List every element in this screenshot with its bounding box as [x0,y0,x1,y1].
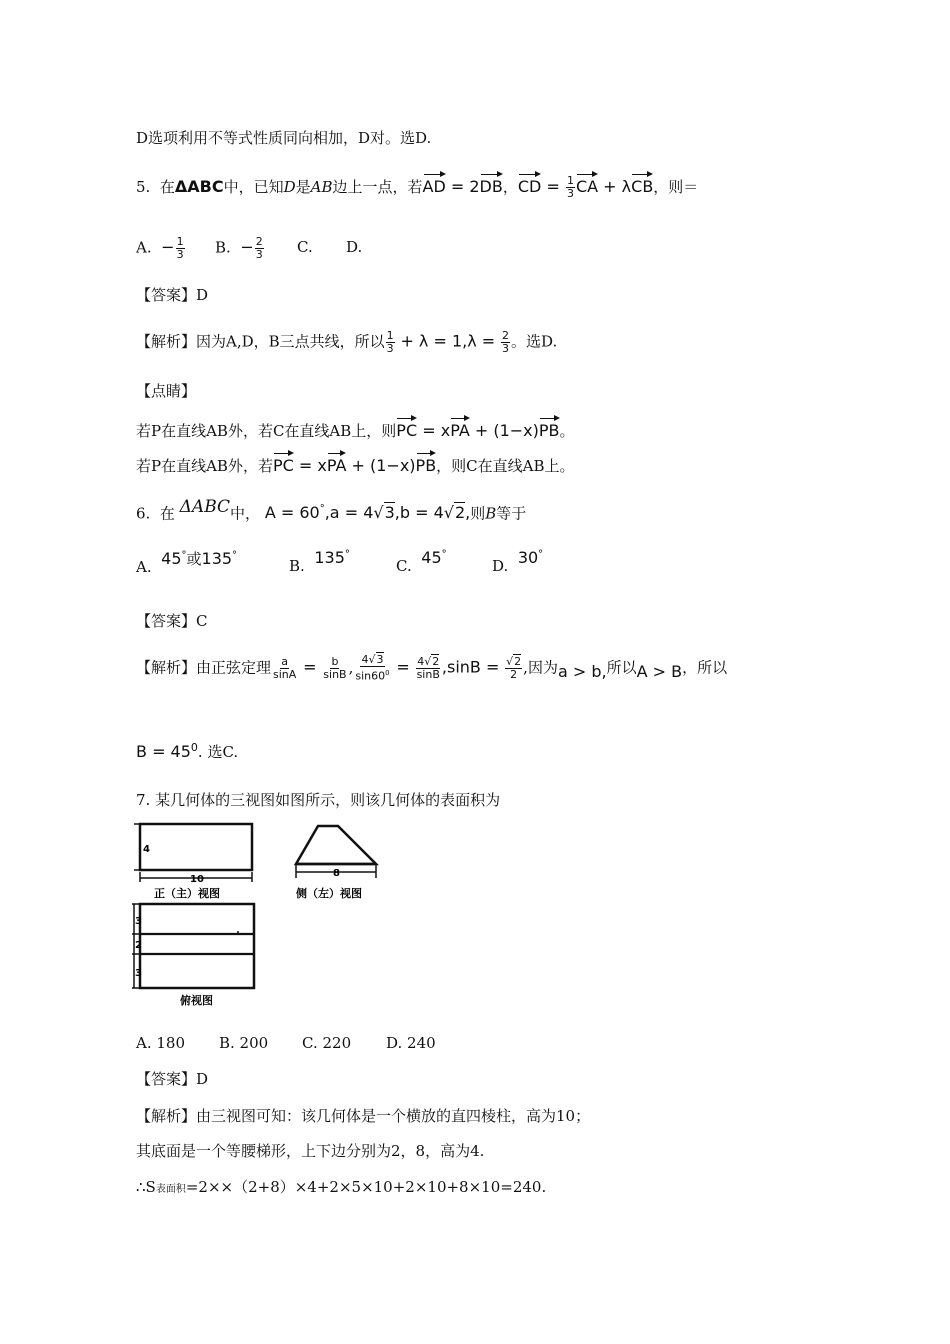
three-view-figure [132,818,394,1008]
side-view-trapezoid [296,826,376,864]
vector-CD: CD [518,173,542,197]
front-width-label: 10 [190,874,204,885]
q7-answer: 【答案】D [136,1070,209,1088]
q7-option-a: A. 180 [136,1034,185,1052]
vector-AD: AD [423,173,446,197]
q6-analysis: 【解析】由正弦定理 $\frac{a}{\sin A}$ = $\frac{b}{\sin B}$ , $\frac{4√3}{\sin 60^0}$ = $\frac{4√2}{\sin B}$ ,sinB = $\frac{√2}{2}$ ,因为a > b,所以A > B，所以 [136,653,728,683]
q7-option-c: C. 220 [302,1034,352,1052]
q5-dianjing-line1: 若P在直线AB外，若C在直线AB上，则PC = xPA + (1−x)PB。 [136,417,575,441]
q6-result: $B = 45^0$. 选C. [136,741,239,761]
q6-stem: 6. 在 ΔABC中， A = 60°,a = 4√3,b = 4√2,则B等于 [136,497,527,523]
q5-dianjing-heading: 【点睛】 [136,382,197,400]
q7-option-d: D. 240 [386,1034,436,1052]
q5-stem: 5. 在ΔABC中，已知D是AB边上一点，若AD = 2DB，CD = $\frac{1}{3}$ CA + λCB，则＝ [136,174,699,200]
q5-option-c: C. [297,238,313,256]
q7-stem: 7. 某几何体的三视图如图所示，则该几何体的表面积为 [136,791,501,809]
q6-option-d: D. 30° [492,548,544,575]
fraction-one-third: $\frac{1}{3}$ [566,174,574,200]
q5-option-d: D. [346,238,363,256]
q6-answer: 【答案】C [136,612,208,630]
vector-DB: DB [480,173,503,197]
q7-analysis-line1: 【解析】由三视图可知：该几何体是一个横放的直四棱柱，高为10； [136,1107,591,1125]
q6-option-c: C. 45° [396,548,447,575]
q5-answer: 【答案】D [136,286,209,304]
top-view-rect [140,904,254,988]
front-view-rect [140,824,252,870]
q5-analysis: 【解析】因为A,D，B三点共线，所以 $\frac{1}{3}$ + λ = 1,λ = $\frac{2}{3}$ 。选D. [136,329,558,355]
q7-option-b: B. 200 [219,1034,269,1052]
top-height-label-1: 3 [135,916,142,927]
q6-option-b: B. 135° [289,548,350,575]
side-view-caption: 侧（左）视图 [296,887,362,900]
side-width-label: 8 [333,868,340,879]
q7-analysis-line2: 其底面是一个等腰梯形，上下边分别为2，8，高为4. [136,1142,485,1160]
q5-option-a: A. − $\frac{1}{3}$ [136,235,184,261]
top-height-label-3: 3 [135,968,142,979]
q4-tail-text: D选项利用不等式性质同向相加，D对。选D. [136,129,432,147]
front-height-label: 4 [143,844,150,855]
q5-option-b: B. − $\frac{2}{3}$ [215,235,263,261]
vector-CA: CA [576,173,598,197]
q7-analysis-line3: ∴S表面积=2××（2+8）×4+2×5×10+2×10+8×10=240. [136,1178,547,1196]
top-view-caption: 俯视图 [180,994,213,1007]
front-view-caption: 正（主）视图 [154,887,220,900]
top-height-label-2: 2 [135,940,142,951]
q6-option-a: A. 45°或135° [136,549,238,576]
vector-CB: CB [631,173,653,197]
q5-dianjing-line2: 若P在直线AB外，若PC = xPA + (1−x)PB，则C在直线AB上。 [136,452,575,476]
